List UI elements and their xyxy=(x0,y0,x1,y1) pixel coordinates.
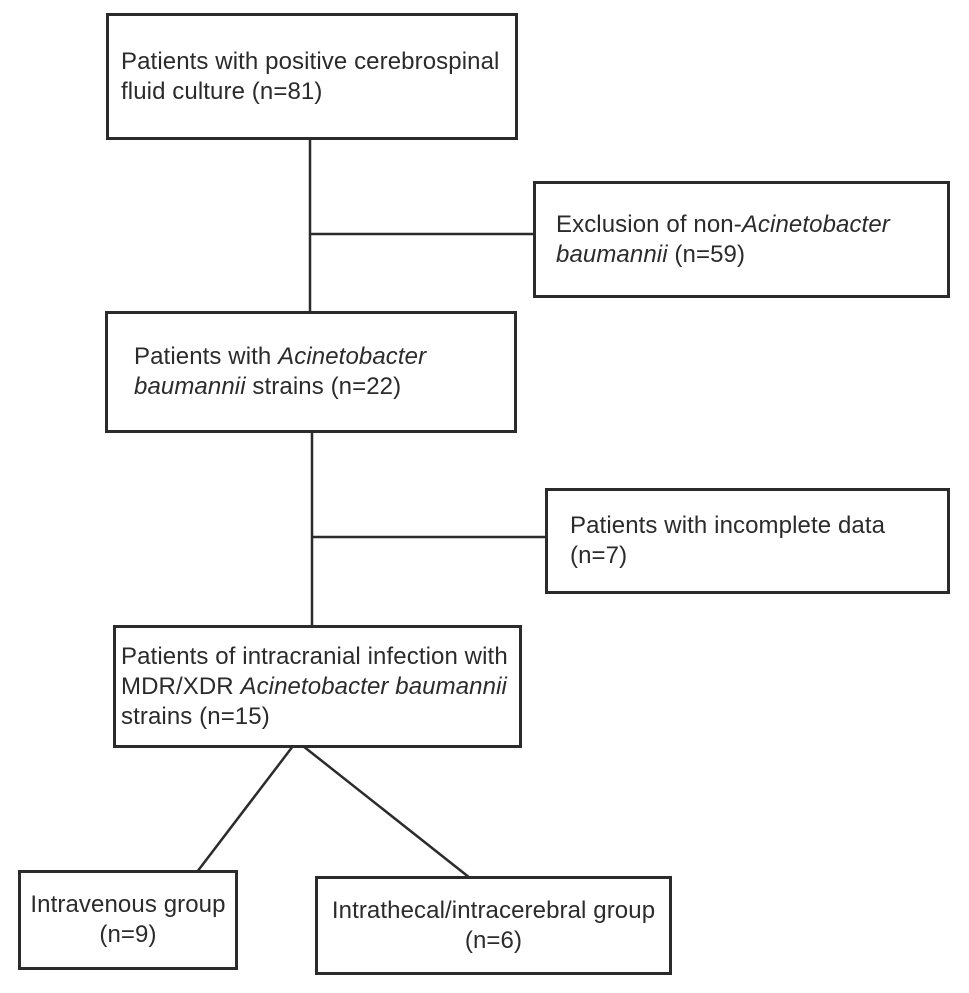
connector-mdr-to-intravenous xyxy=(197,746,293,872)
node-text-line: Patients with Acinetobacter xyxy=(134,343,427,370)
node-text-line: Patients with positive cerebrospinal xyxy=(121,47,500,75)
node-text-line: baumannii strains (n=22) xyxy=(134,373,402,400)
node-text-line: (n=9) xyxy=(99,921,157,948)
connector-mdr-to-intrathecal xyxy=(303,746,470,878)
node-text-line: fluid culture (n=81) xyxy=(121,77,323,105)
node-text-line: Patients with incomplete data xyxy=(570,512,886,539)
node-acinetobacter-strains xyxy=(105,311,517,433)
node-text-line: baumannii (n=59) xyxy=(556,240,746,268)
node-text-line: (n=7) xyxy=(570,542,628,569)
node-exclusion-non-acinetobacter xyxy=(533,181,950,298)
node-text-line: Intravenous group xyxy=(30,891,226,918)
node-text-line: strains (n=15) xyxy=(121,702,270,730)
node-incomplete-data xyxy=(545,488,950,594)
node-intravenous-group xyxy=(18,870,238,970)
node-text-line: (n=6) xyxy=(464,926,523,954)
node-text-line: MDR/XDR Acinetobacter baumannii xyxy=(121,672,507,700)
node-mdr-xdr-infection xyxy=(113,625,522,748)
node-intrathecal-group xyxy=(315,876,672,975)
node-text-line: Exclusion of non-Acinetobacter xyxy=(556,210,890,238)
node-positive-csf-culture xyxy=(106,13,518,140)
node-text-line: Patients of intracranial infection with xyxy=(121,642,508,670)
node-text-line: Intrathecal/intracerebral group xyxy=(331,896,656,924)
